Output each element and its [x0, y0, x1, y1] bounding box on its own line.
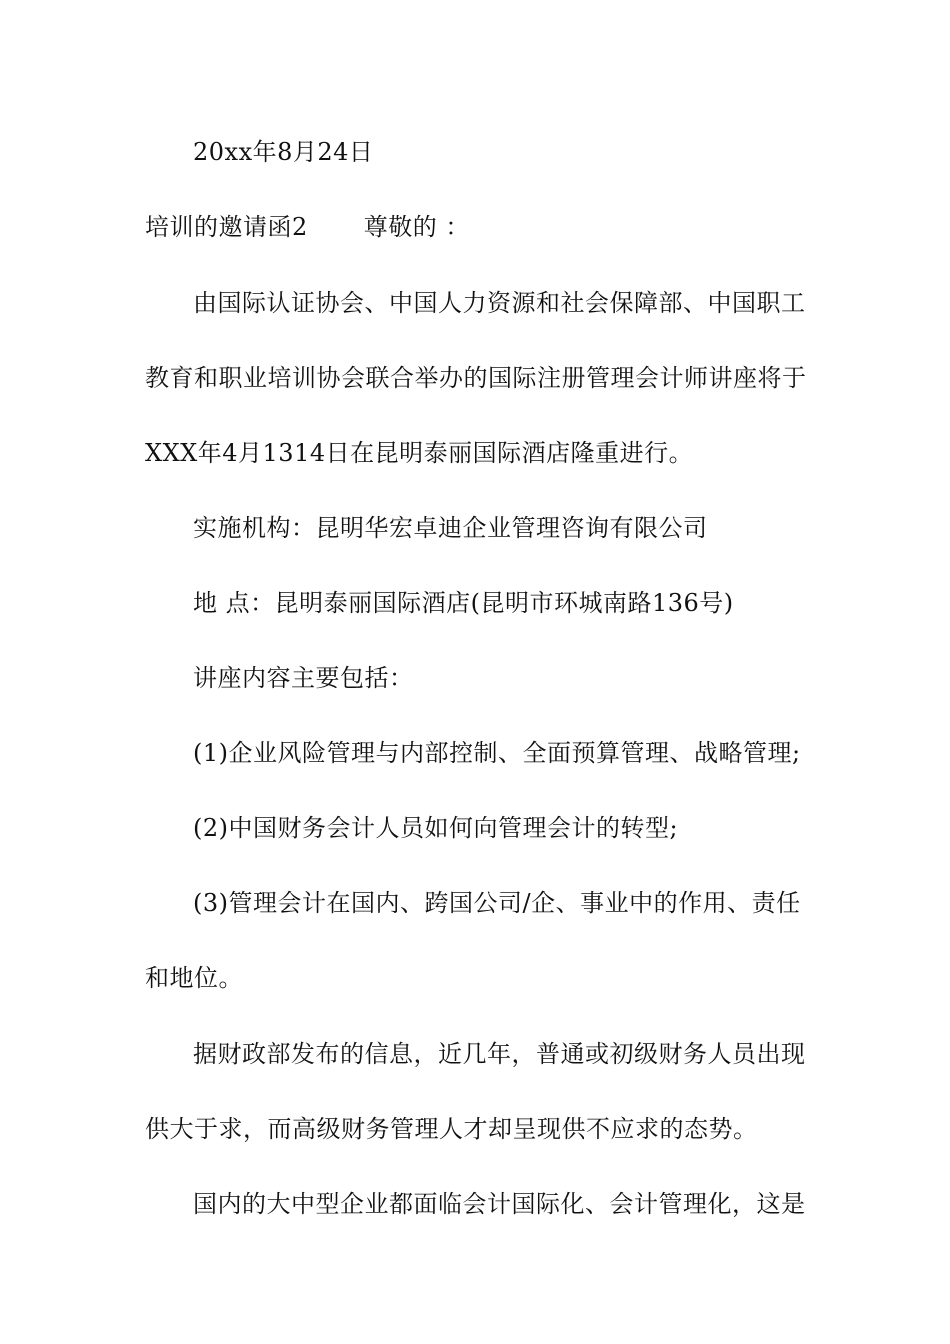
letter-title: 培训的邀请函2: [145, 213, 308, 241]
paragraph-line: 据财政部发布的信息，近几年，普通或初级财务人员出现: [193, 1040, 806, 1068]
letter-date: 20xx年8月24日: [193, 138, 374, 166]
list-item: (1)企业风险管理与内部控制、全面预算管理、战略管理;: [193, 739, 801, 767]
letter-heading: [145, 211, 810, 243]
paragraph-line: 教育和职业培训协会联合举办的国际注册管理会计师讲座将于: [145, 364, 807, 392]
list-item: (2)中国财务会计人员如何向管理会计的转型;: [193, 814, 679, 842]
location-line: 地 点：昆明泰丽国际酒店(昆明市环城南路136号): [193, 589, 734, 617]
paragraph-line: 国内的大中型企业都面临会计国际化、会计管理化，这是: [193, 1190, 806, 1218]
content-heading: 讲座内容主要包括：: [193, 664, 414, 692]
paragraph-line: XXX年4月1314日在昆明泰丽国际酒店隆重进行。: [145, 439, 694, 467]
salutation: 尊敬的 ：: [363, 213, 470, 241]
list-item: (3)管理会计在国内、跨国公司/企、事业中的作用、责任: [193, 889, 801, 917]
paragraph-line: 由国际认证协会、中国人力资源和社会保障部、中国职工: [193, 289, 806, 317]
list-item-continued: 和地位。: [145, 964, 243, 992]
paragraph-line: 供大于求，而高级财务管理人才却呈现供不应求的态势。: [145, 1115, 758, 1143]
organizer-line: 实施机构：昆明华宏卓迪企业管理咨询有限公司: [193, 514, 708, 542]
